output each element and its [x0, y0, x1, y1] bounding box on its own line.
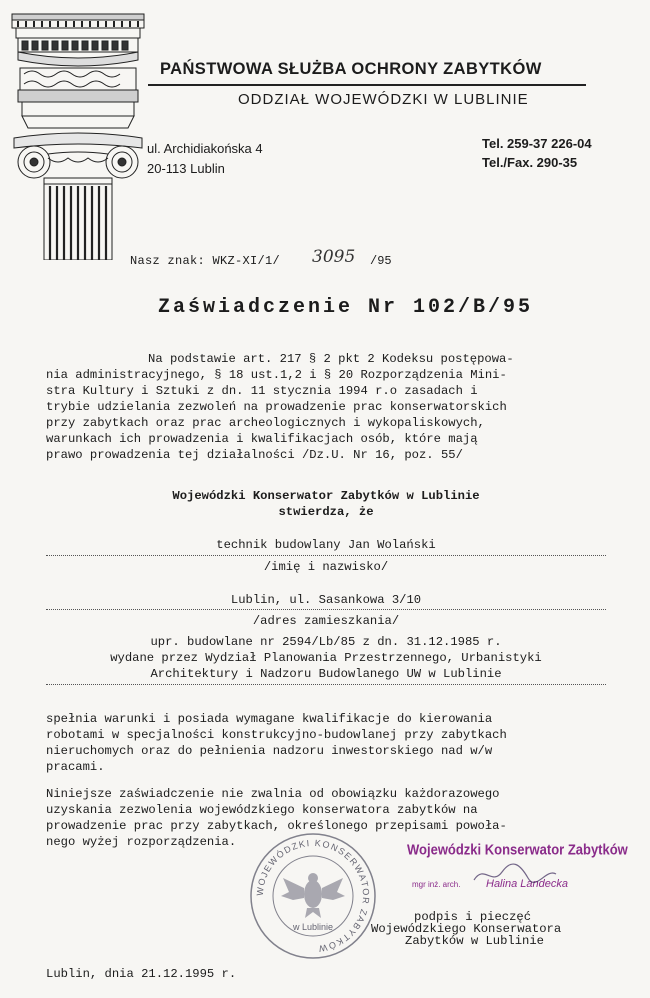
qualification-line: pracami. [46, 760, 105, 774]
qualification-line: robotami w specjalności konstrukcyjno-budowlanej przy zabytkach [46, 728, 507, 742]
office-stamp: Wojewódzki Konserwator Zabytków [407, 840, 628, 859]
document-title: Zaświadczenie Nr 102/B/95 [158, 296, 534, 319]
person-address: Lublin, ul. Sasankowa 3/10 [230, 593, 422, 607]
preamble-line: przy zabytkach oraz prac archeologicznych i wykopaliskowych, [46, 416, 485, 430]
signature-caption: Wojewódzkiego Konserwatora [371, 922, 562, 936]
official-name-stamp: Halina Landecka [486, 878, 568, 890]
signature-caption: Zabytków w Lublinie [405, 934, 544, 948]
street-address: ul. Archidiakońska 4 [147, 141, 263, 156]
seal-ring-text: WOJEWÓDZKI KONSERWATOR ZABYTKÓW [254, 837, 372, 954]
note-line: prowadzenie prac przy zabytkach, określonego przepisami powoła- [46, 819, 507, 833]
reference-number: 3095 [312, 247, 356, 267]
license-line: wydane przez Wydział Planowania Przestrzennego, Urbanistyki [110, 651, 542, 665]
official-title-stamp: mgr inż. arch. [412, 880, 461, 889]
reference-label: Nasz znak: WKZ-XI/1/ [130, 254, 281, 268]
name-caption: /imię i nazwisko/ [263, 560, 389, 574]
signature-caption: podpis i pieczęć [414, 910, 532, 924]
ionic-column-emblem [8, 12, 148, 260]
preamble-line: prawo prowadzenia tej działalności /Dz.U. Nr 16, poz. 55/ [46, 448, 463, 462]
preamble-line: trybie udzielania zezwoleń na prowadzenie prac konserwatorskich [46, 400, 507, 414]
preamble-line: stra Kultury i Sztuki z dn. 11 stycznia 1994 r.o zasadach i [46, 384, 478, 398]
dotted-line [46, 684, 606, 685]
address-caption: /adres zamieszkania/ [252, 614, 400, 628]
note-line: Niniejsze zaświadczenie nie zwalnia od obowiązku każdorazowego [46, 787, 500, 801]
department-name: ODDZIAŁ WOJEWÓDZKI W LUBLINIE [238, 91, 529, 108]
license-line: upr. budowlane nr 2594/Lb/85 z dn. 31.12.1985 r. [150, 635, 502, 649]
preamble-line: Na podstawie art. 217 § 2 pkt 2 Kodeksu postępowa- [148, 352, 514, 366]
note-line: uzyskania zezwolenia wojewódzkiego konserwatora zabytków na [46, 803, 478, 817]
license-line: Architektury i Nadzoru Budowlanego UW w Lublinie [150, 667, 502, 681]
fax: Tel./Fax. 290-35 [482, 155, 578, 170]
authority-name: Wojewódzki Konserwator Zabytków w Lublinie [172, 489, 480, 503]
dotted-line [46, 555, 606, 556]
institution-name: PAŃSTWOWA SŁUŻBA OCHRONY ZABYTKÓW [160, 60, 542, 78]
authority-statement: stwierdza, że [278, 505, 374, 519]
person-name: technik budowlany Jan Wolański [216, 538, 436, 552]
telephone: Tel. 259-37 226-04 [482, 136, 592, 151]
preamble-line: warunkach ich prowadzenia i kwalifikacjach osób, które mają [46, 432, 478, 446]
issue-date: Lublin, dnia 21.12.1995 r. [46, 967, 237, 981]
handwritten-signature [470, 860, 560, 888]
preamble-line: nia administracyjnego, § 18 ust.1,2 i § 20 Rozporządzenia Mini- [46, 368, 507, 382]
city-address: 20-113 Lublin [147, 161, 225, 176]
seal-inner-text: w Lublinie [292, 922, 334, 932]
reference-year: /95 [370, 254, 392, 268]
dotted-line [46, 609, 606, 610]
qualification-line: nieruchomych oraz do pełnienia nadzoru inwestorskiego nad w/w [46, 744, 493, 758]
header-divider [148, 84, 586, 86]
qualification-line: spełnia warunki i posiada wymagane kwalifikacje do kierowania [46, 712, 493, 726]
note-line: nego wyżej rozporządzenia. [46, 835, 237, 849]
round-seal-stamp [247, 830, 379, 962]
